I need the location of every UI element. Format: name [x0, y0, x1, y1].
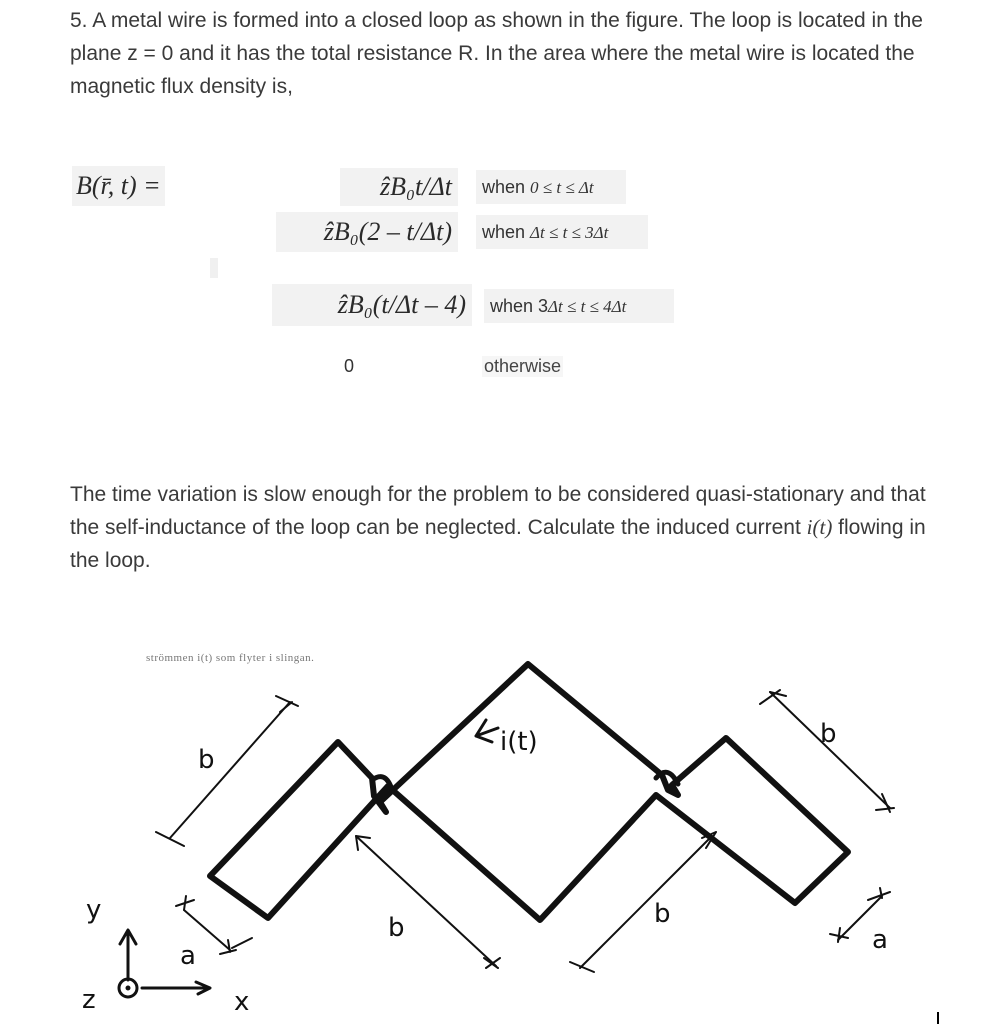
case-expr-4: 0	[344, 356, 355, 376]
label-current: i(t)	[500, 727, 538, 757]
label-b-left: b	[198, 745, 215, 775]
case-cond-4: otherwise	[484, 356, 562, 376]
label-x-axis: x	[234, 987, 250, 1017]
label-a-right: a	[872, 925, 888, 955]
case-expr-1: ẑB₀t/Δt	[340, 168, 458, 206]
figure-caption-garbled: strömmen i(t) som flyter i slingan.	[146, 652, 315, 664]
case-cond-2: when Δt ≤ t ≤ 3Δt	[476, 215, 648, 249]
problem-statement: 5. A metal wire is formed into a closed loop as shown in the figure. The loop is located in the plane z = 0 and it has the total resistance R. In the area where the metal wire is located the magnetic flux density is,	[70, 9, 923, 98]
equation-lhs: B(r̄, t) =	[72, 166, 165, 206]
case-cond-1: when 0 ≤ t ≤ Δt	[476, 170, 626, 204]
problem-question: The time variation is slow enough for the problem to be considered quasi-stationary and that the self-inductance of the loop can be neglected. Calculate the induced current i(t) flowing in the loop.	[70, 483, 926, 572]
case-expr-3: ẑB₀(t/Δt – 4)	[272, 284, 472, 326]
wire-loop	[210, 664, 848, 920]
loop-figure	[0, 620, 994, 1024]
label-z-axis: z	[82, 985, 96, 1015]
label-b-right: b	[820, 719, 837, 749]
current-symbol: i(t)	[806, 515, 833, 539]
stray-mark	[210, 258, 218, 278]
text-cursor	[937, 1012, 939, 1024]
case-expr-2: ẑB₀(2 – t/Δt)	[276, 212, 458, 252]
label-b-mid: b	[388, 913, 405, 943]
label-a-left: a	[180, 941, 196, 971]
label-b-midright: b	[654, 899, 671, 929]
case-cond-3: when 3Δt ≤ t ≤ 4Δt	[484, 289, 674, 323]
label-y-axis: y	[86, 895, 102, 925]
